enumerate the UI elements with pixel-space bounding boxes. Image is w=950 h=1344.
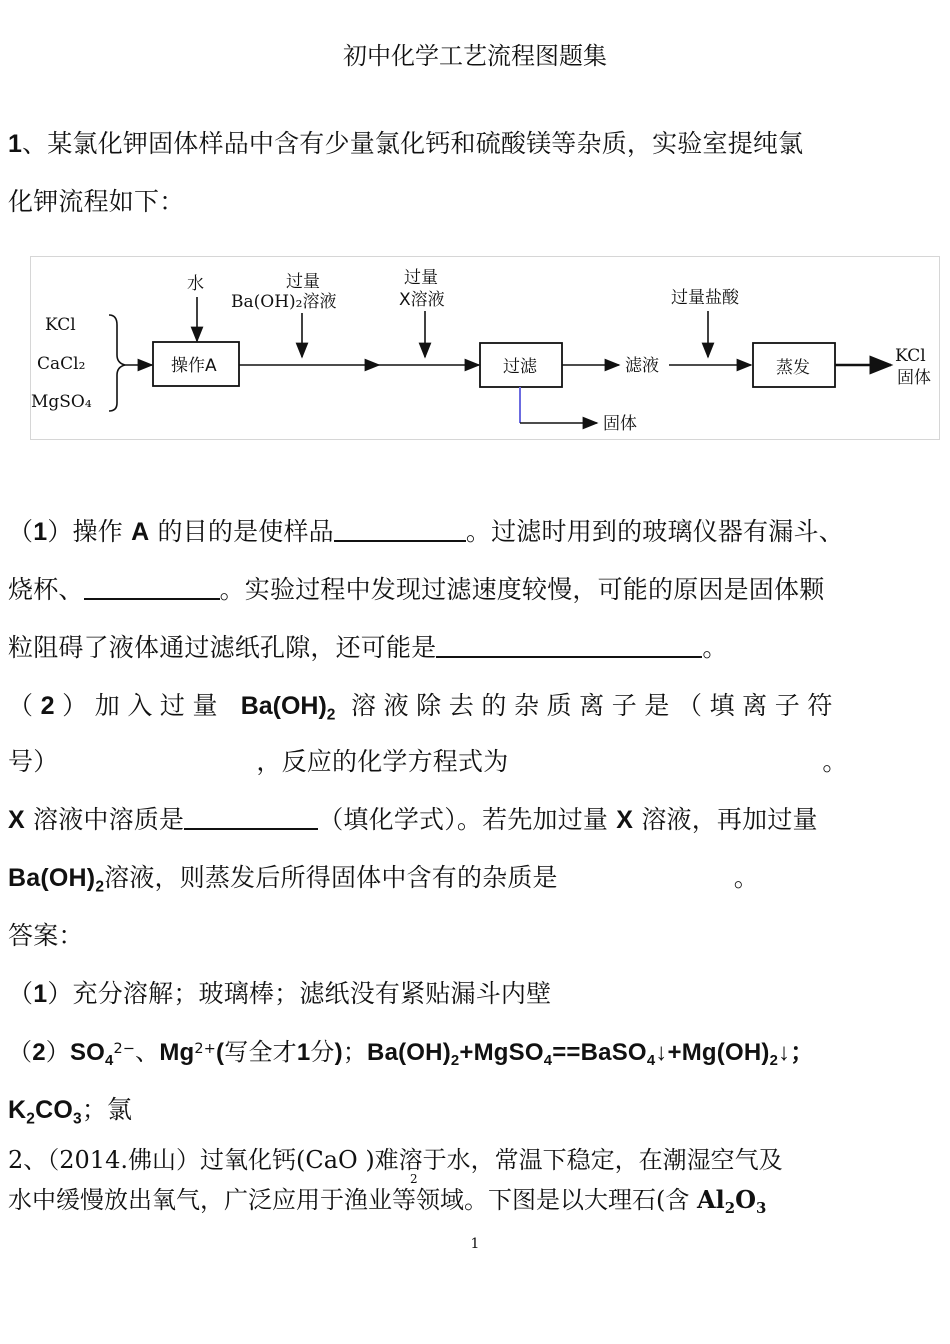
label-reagent1-excess: 过量 (286, 272, 320, 292)
q1-part2-line2: 号） ，反应的化学方程式为 。 (8, 747, 848, 776)
q1-part2-line4: $Ba(OH)_2$溶液，则蒸发后所得固体中含有的杂质是 。 (8, 863, 759, 896)
q1-intro-line1: 1、某氯化钾固体样品中含有少量氯化钙和硫酸镁等杂质，实验室提纯氯 (8, 129, 804, 158)
input-cacl2: CaCl₂ (37, 354, 86, 374)
process-flow-diagram (30, 256, 940, 440)
label-filter: 过滤 (503, 357, 537, 377)
label-reagent2-x: X溶液 (399, 290, 445, 310)
answer-1: （1）充分溶解；玻璃棒；滤纸没有紧贴漏斗内壁 (8, 979, 552, 1008)
q1-intro-line2: 化钾流程如下： (8, 187, 185, 216)
label-product-kcl: KCl (895, 346, 926, 366)
blank-3[interactable] (436, 634, 702, 658)
blank-1[interactable] (334, 518, 466, 542)
answer-2: $(2)SO_4^{2-}$、$Mg^{2+}$(写全才1分)；$Ba(OH)_2+MgSO_4==BaSO_4↓+Mg(OH)_2↓$； (8, 1038, 815, 1070)
blank-4[interactable] (184, 806, 318, 830)
flow-svg (31, 257, 939, 439)
page-number: 1 (470, 1236, 480, 1252)
label-water: 水 (187, 274, 204, 294)
q1-part2-line1: （2）加入过量 $Ba(OH)_2$ 溶液除去的杂质离子是（填离子符 (8, 691, 840, 724)
page-title: 初中化学工艺流程图题集 (343, 42, 607, 70)
blank-2[interactable] (84, 576, 220, 600)
q1-part1-line1: （1）操作 A 的目的是使样品 。过滤时用到的玻璃仪器有漏斗、 (8, 517, 844, 546)
q1-part2-line3: X 溶液中溶质是 （填化学式）。若先加过量 X 溶液，再加过量 (8, 805, 818, 834)
q2-line2: 水中缓慢放出氧气，广泛应用于渔业等领域。下图是以大理石(含 $Al_2O_3$ (8, 1185, 767, 1218)
q1-part1-line3: 粒阻碍了液体通过滤纸孔隙，还可能是 。 (8, 633, 728, 662)
answer-2-cont: $K_2CO_3$；氯 (8, 1095, 133, 1128)
input-mgso4: MgSO₄ (31, 392, 92, 412)
label-product-solid: 固体 (897, 368, 931, 388)
label-solid: 固体 (603, 414, 637, 434)
q2-line1: 2、（2014.佛山）过氧化钙(CaO )难溶于水，常温下稳定，在潮湿空气及 (8, 1146, 783, 1174)
footnote-mark: 2 (410, 1172, 418, 1186)
answer-label: 答案： (8, 921, 84, 950)
input-brace (109, 315, 125, 411)
label-excess-hcl: 过量盐酸 (671, 288, 739, 308)
q1-part1-line2: 烧杯、 。实验过程中发现过滤速度较慢，可能的原因是固体颗 (8, 575, 825, 604)
label-evaporate: 蒸发 (776, 358, 810, 378)
label-reagent2-excess: 过量 (404, 268, 438, 288)
input-kcl: KCl (45, 315, 76, 335)
label-op-a: 操作A (171, 356, 217, 376)
label-reagent1-baoh2: Ba(OH)₂溶液 (231, 292, 337, 312)
label-filtrate: 滤液 (625, 356, 659, 376)
